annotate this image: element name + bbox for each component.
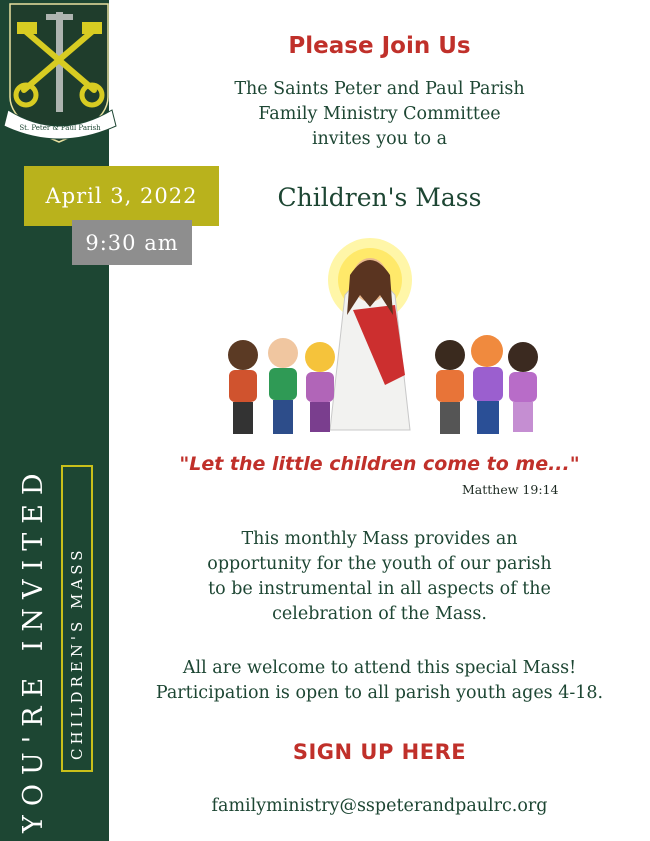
sign-up-link[interactable]: SIGN UP HERE xyxy=(292,740,467,764)
youre-invited-vertical: YOU'RE INVITED xyxy=(18,464,49,833)
time-badge: 9:30 am xyxy=(72,220,192,265)
description-line: opportunity for the youth of our parish xyxy=(207,554,552,574)
description-line: celebration of the Mass. xyxy=(272,604,487,624)
intro-text xyxy=(109,77,650,152)
intro-line: invites you to a xyxy=(311,129,448,149)
event-title: Children's Mass xyxy=(277,183,482,212)
jesus-with-children-illustration xyxy=(205,235,555,445)
description-line: This monthly Mass provides an xyxy=(241,529,518,549)
welcome-line: All are welcome to attend this special Mass! xyxy=(182,658,577,678)
please-join-heading: Please Join Us xyxy=(288,33,471,59)
date-badge: April 3, 2022 xyxy=(24,166,219,226)
childrens-mass-vertical: CHILDREN'S MASS xyxy=(68,546,86,760)
description-line: to be instrumental in all aspects of the xyxy=(208,579,551,599)
scripture-quote: "Let the little children come to me..." xyxy=(179,453,580,475)
parish-crest-icon xyxy=(2,2,122,147)
contact-email-link[interactable]: familyministry@sspeterandpaulrc.org xyxy=(211,796,548,816)
crest-label: St. Peter & Paul Parish xyxy=(19,124,101,132)
intro-line: Family Ministry Committee xyxy=(258,104,501,124)
welcome-text xyxy=(109,656,650,706)
welcome-line: Participation is open to all parish youth ages 4-18. xyxy=(155,683,604,703)
intro-line: The Saints Peter and Paul Parish xyxy=(234,79,525,99)
description-text xyxy=(109,527,650,627)
scripture-reference: Matthew 19:14 xyxy=(462,482,559,497)
